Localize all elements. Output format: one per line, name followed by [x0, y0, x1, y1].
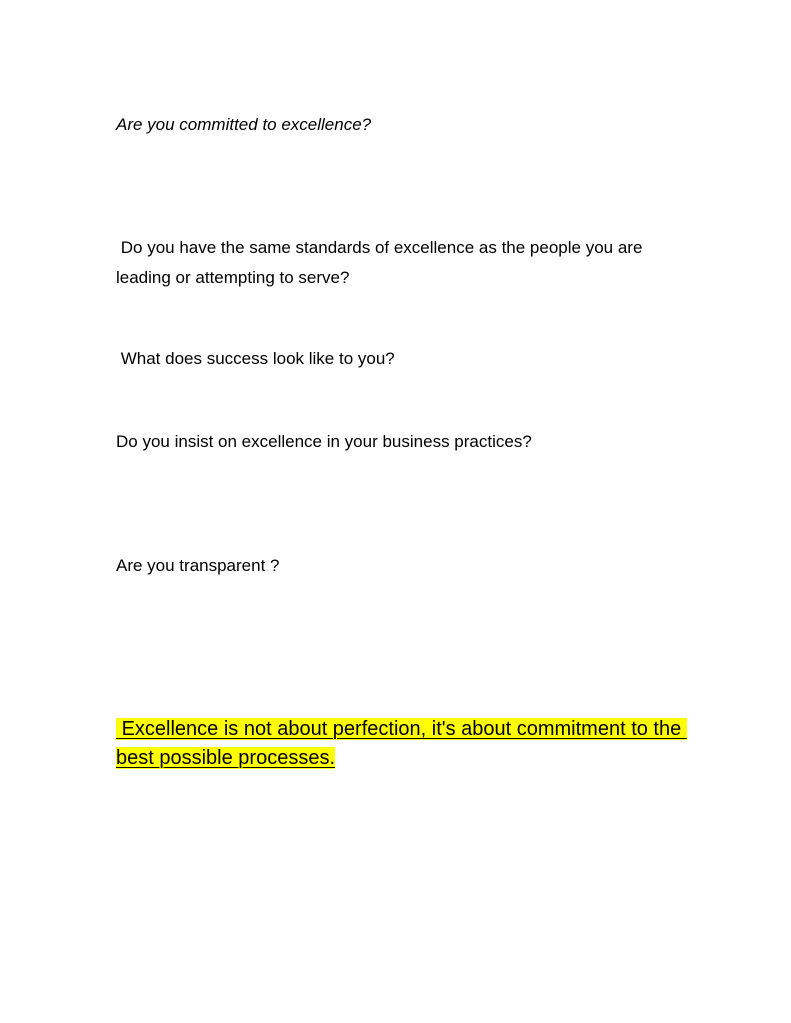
highlighted-quote-text: Excellence is not about perfection, it's about commitment to the best possible processes.	[116, 718, 687, 769]
question-committed-to-excellence: Are you committed to excellence?	[116, 115, 372, 134]
question-transparent: Are you transparent ?	[116, 556, 280, 575]
question-same-standards: Do you have the same standards of excellence as the people you are leading or attempting to serve?	[116, 238, 648, 287]
highlighted-quote	[116, 715, 691, 773]
question-business-practices: Do you insist on excellence in your business practices?	[116, 432, 532, 451]
question-success: What does success look like to you?	[116, 349, 395, 368]
